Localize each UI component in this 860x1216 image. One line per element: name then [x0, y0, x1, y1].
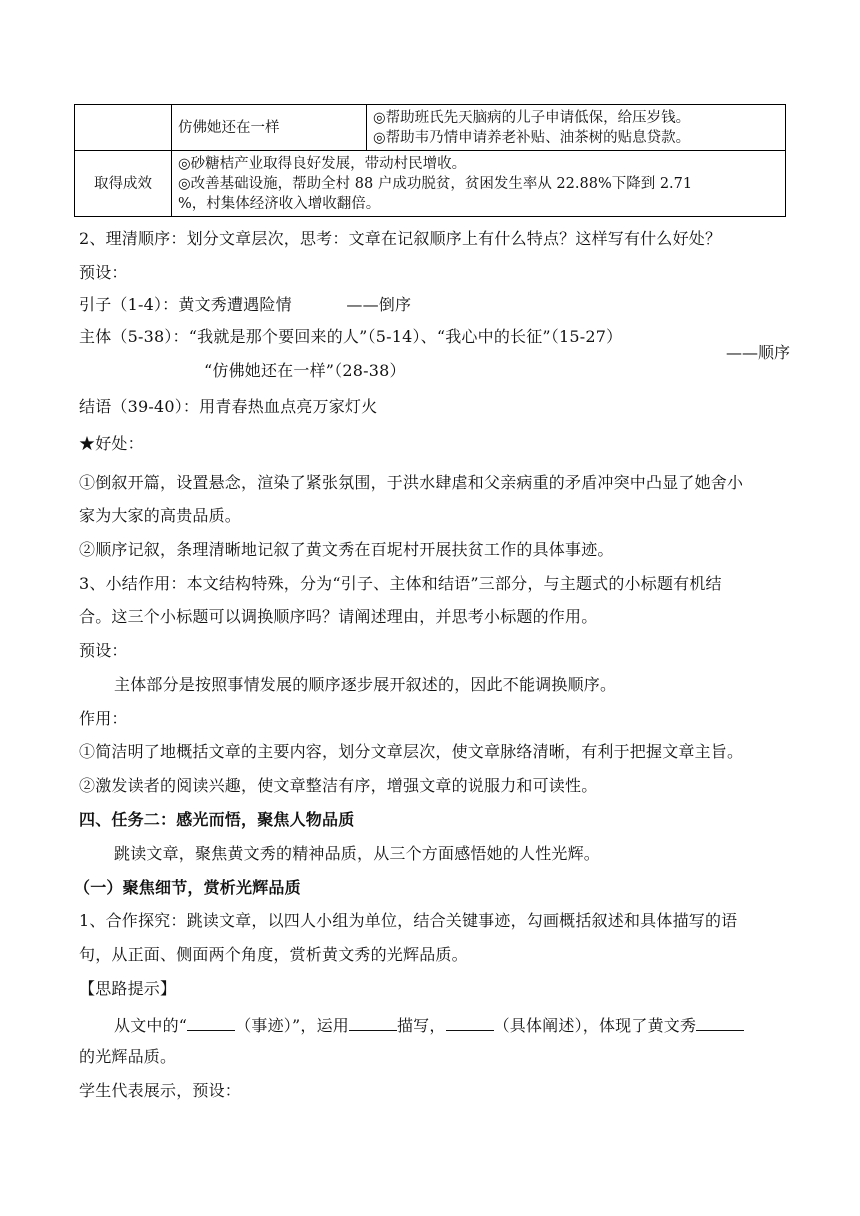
cell-line: ◎帮助韦乃情申请养老补贴、油茶树的贴息贷款。	[373, 129, 691, 146]
text-segment: （具体阐述），体现了黄文秀	[493, 1016, 697, 1035]
text-line: ①简洁明了地概括文章的主要内容，划分文章层次，使文章脉络清晰，有利于把握文章主旨。	[79, 742, 744, 761]
text-line: 2、理清顺序：划分文章层次，思考：文章在记叙顺序上有什么特点？这样写有什么好处？	[79, 229, 722, 248]
text-line: 预设：	[79, 263, 128, 282]
fill-in-template	[114, 1012, 744, 1037]
text-line: 的光辉品质。	[79, 1047, 177, 1066]
table-row	[75, 105, 786, 151]
blank-line	[696, 1012, 744, 1031]
text-line: 3、小结作用：本文结构特殊，分为“引子、主体和结语”三部分，与主题式的小标题有机结	[79, 574, 722, 593]
table-cell: 仿佛她还在一样	[172, 105, 367, 151]
text-line: 跳读文章，聚焦黄文秀的精神品质，从三个方面感悟她的人性光辉。	[114, 844, 601, 863]
table-cell	[172, 151, 786, 217]
blank-line	[446, 1012, 494, 1031]
text-line: 主体部分是按照事情发展的顺序逐步展开叙述的，因此不能调换顺序。	[114, 675, 617, 694]
table-cell-empty	[75, 105, 172, 151]
text-line: “仿佛她还在一样”（28-38）	[204, 361, 406, 380]
text-line: 学生代表展示，预设：	[79, 1081, 242, 1100]
text-line: ②激发读者的阅读兴趣，使文章整洁有序，增强文章的说服力和可读性。	[79, 776, 598, 795]
text-segment: 引子（1-4）：黄文秀遭遇险情	[79, 295, 292, 314]
text-line: 主体（5-38）：“我就是那个要回来的人”（5-14）、“我心中的长征”（15-27）	[79, 327, 623, 346]
cell-line: ◎帮助班氏先天脑病的儿子申请低保，给压岁钱。	[373, 109, 691, 126]
blank-line	[349, 1012, 397, 1031]
text-line: 预设：	[79, 641, 128, 660]
table-row	[75, 151, 786, 217]
text-line: 【思路提示】	[79, 979, 177, 998]
text-line: 句，从正面、侧面两个角度，赏析黄文秀的光辉品质。	[79, 945, 468, 964]
text-line-right: ——顺序	[725, 343, 790, 362]
text-line: ②顺序记叙，条理清晰地记叙了黄文秀在百坭村开展扶贫工作的具体事迹。	[79, 540, 614, 559]
text-segment: 描写，	[396, 1016, 446, 1035]
table-cell-label: 取得成效	[75, 151, 172, 217]
subsection-heading: （一）聚焦细节，赏析光辉品质	[74, 878, 301, 897]
text-line: 家为大家的高贵品质。	[79, 506, 242, 525]
text-segment: ——倒序	[346, 295, 412, 314]
text-line: 作用：	[79, 709, 128, 728]
text-line: 合。这三个小标题可以调换顺序吗？请阐述理由，并思考小标题的作用。	[79, 607, 598, 626]
text-line	[79, 294, 411, 316]
blank-line	[187, 1012, 235, 1031]
text-line: 1、合作探究：跳读文章，以四人小组为单位，结合关键事迹，勾画概括叙述和具体描写的语	[79, 911, 738, 930]
section-heading: 四、任务二：感光而悟，聚焦人物品质	[79, 810, 355, 829]
text-segment: 从文中的“	[114, 1016, 188, 1035]
text-line: ★好处：	[79, 434, 144, 453]
table-cell	[367, 105, 786, 151]
text-line: ①倒叙开篇，设置悬念，渲染了紧张氛围，于洪水肆虐和父亲病重的矛盾冲突中凸显了她舍小	[79, 473, 744, 492]
cell-line: ◎砂糖桔产业取得良好发展，带动村民增收。	[178, 155, 467, 172]
cell-line: ◎改善基础设施，帮助全村 88 户成功脱贫，贫困发生率从 22.88%下降到 2.71	[178, 175, 693, 192]
text-line: 结语（39-40）：用青春热血点亮万家灯火	[79, 397, 378, 416]
summary-table	[74, 104, 786, 217]
cell-line: %，村集体经济收入增收翻倍。	[178, 195, 381, 212]
text-segment: （事迹）”，运用	[235, 1016, 349, 1035]
